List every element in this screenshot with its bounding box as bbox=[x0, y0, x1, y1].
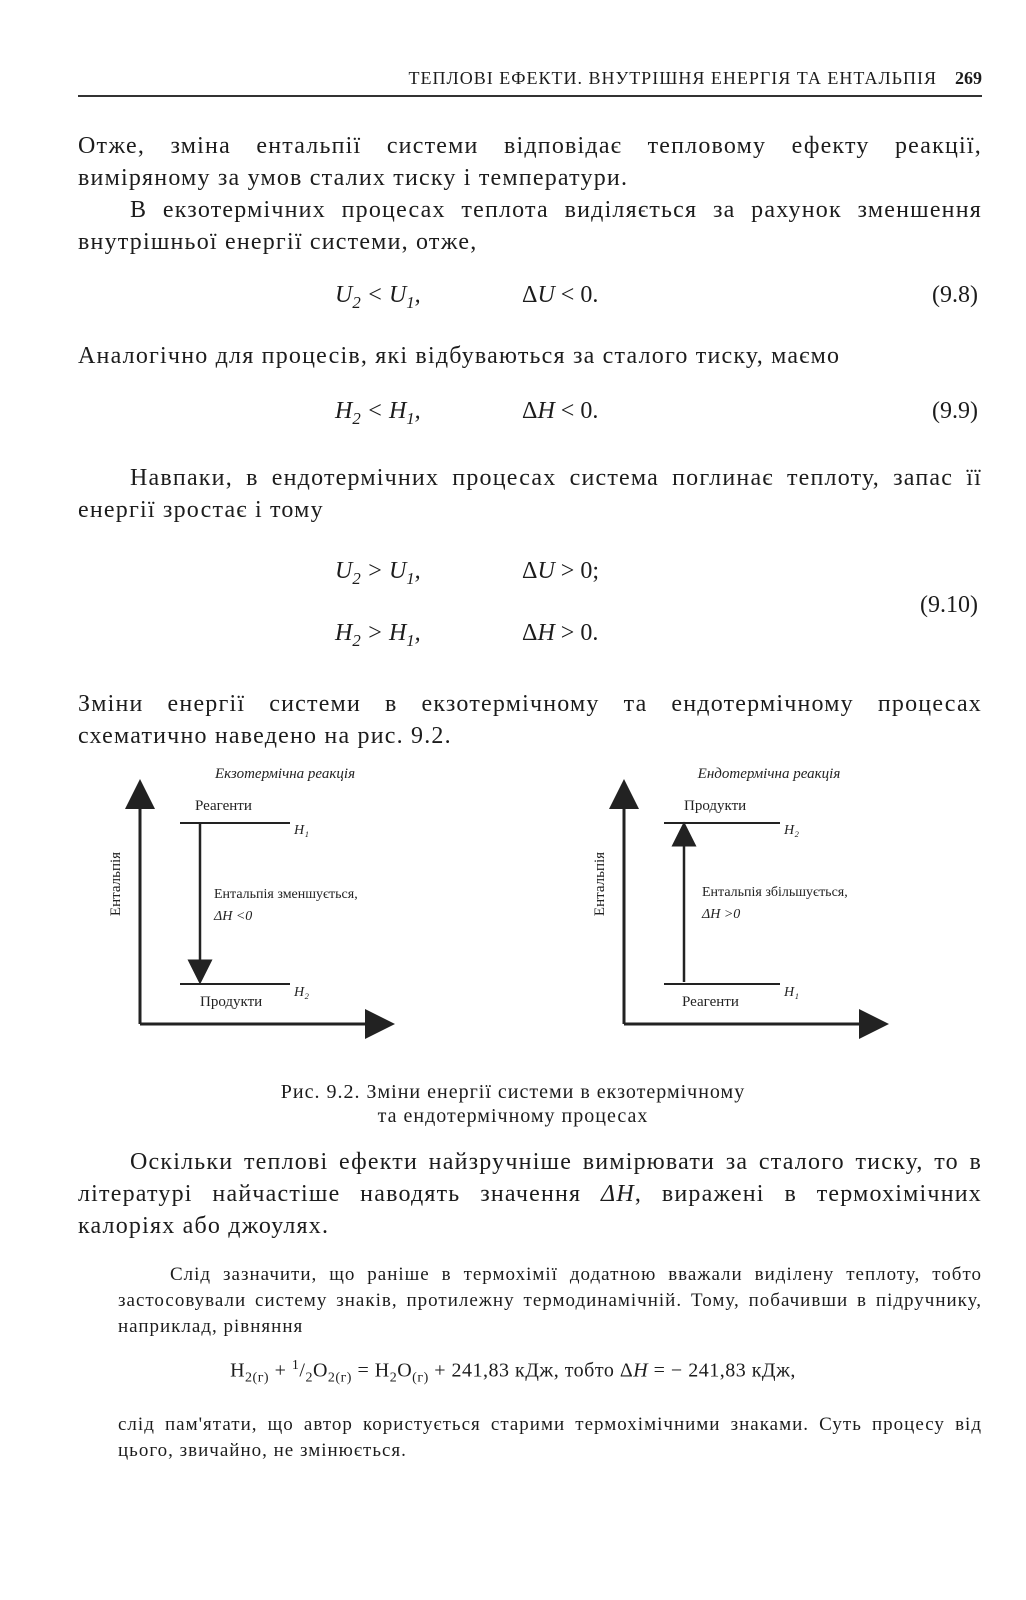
thermochemical-equation: $H_{2(г)} + ^1/_2O_{2(г)} = H_2O_{(г)} + 241,83$ кДж, тобто ΔH = − 241,83 кДж, bbox=[230, 1358, 796, 1386]
eq-9-8-right: ΔU < 0. bbox=[522, 282, 599, 308]
eq-9-8-number: (9.8) bbox=[932, 282, 978, 308]
figure-exothermic bbox=[100, 766, 400, 1056]
eq-9-10-right-2: ΔH > 0. bbox=[522, 620, 599, 646]
eq-9-8-left: $U_2 < U_1$, bbox=[335, 282, 421, 312]
eq-9-10-right-1: ΔU > 0; bbox=[522, 558, 599, 584]
paragraph-6-a: Оскільки теплові ефекти найзручніше вимірювати за сталого тиску, то в літературі найчастіше наводять значення bbox=[78, 1149, 982, 1207]
exo-bottom-symbol: H₂ bbox=[294, 985, 309, 1000]
note-text-1: Слід зазначити, що раніше в термохімії додатною вважали виділену теплоту, тобто застосовували систему знаків, протилежну термодинамічній. Тому, побачивши в підручнику, наприклад, рівняння bbox=[118, 1264, 982, 1337]
endo-note-2: ΔH >0 bbox=[702, 907, 741, 922]
exo-top-symbol: H₁ bbox=[294, 823, 309, 838]
page-number: 269 bbox=[955, 68, 982, 88]
paragraph-6-b: , виражені в термохімічних калоріях або джоулях. bbox=[78, 1181, 982, 1239]
figure-caption-line-2: та ендотермічному процесах bbox=[377, 1105, 649, 1127]
endo-top-symbol: H₂ bbox=[784, 823, 799, 838]
eq-9-10-left-1: $U_2 > U_1$, bbox=[335, 558, 421, 588]
eq-9-9-left: $H_2 < H_1$, bbox=[335, 398, 421, 428]
eq-9-10-left-2: $H_2 > H_1$, bbox=[335, 620, 421, 650]
exo-title: Екзотермічна реакція bbox=[214, 766, 356, 782]
exo-bottom-label: Продукти bbox=[200, 994, 263, 1010]
equation-9-10-line-2 bbox=[0, 620, 1026, 656]
exo-y-label: Ентальпія bbox=[108, 851, 124, 917]
endo-note-1: Ентальпія збільшується, bbox=[702, 885, 848, 900]
equation-9-10-line-1 bbox=[0, 558, 1026, 594]
paragraph-3: Аналогічно для процесів, які відбуваються за сталого тиску, маємо bbox=[78, 343, 841, 369]
endo-y-label: Ентальпія bbox=[592, 851, 608, 917]
endo-top-label: Продукти bbox=[684, 798, 747, 814]
endo-bottom-symbol: H₁ bbox=[784, 985, 799, 1000]
figure-caption-line-1: Рис. 9.2. Зміни енергії системи в екзотермічному bbox=[280, 1081, 746, 1103]
paragraph-5: Зміни енергії системи в екзотермічному та ендотермічному процесах схематично наведено на рис. 9.2. bbox=[78, 691, 982, 749]
paragraph-4: Навпаки, в ендотермічних процесах система поглинає теплоту, запас її енергії зростає і тому bbox=[78, 465, 982, 523]
paragraph-6 bbox=[78, 1146, 982, 1242]
note-text-2: слід пам'ятати, що автор користується старими термохімічними знаками. Суть процесу від цього, звичайно, не змінюється. bbox=[118, 1414, 982, 1461]
paragraph-2: В екзотермічних процесах теплота виділяється за рахунок зменшення внутрішньої енергії системи, отже, bbox=[78, 197, 982, 255]
eq-9-9-number: (9.9) bbox=[932, 398, 978, 424]
paragraph-1: Отже, зміна ентальпії системи відповідає тепловому ефекту реакції, виміряному за умов сталих тиску і температури. bbox=[78, 133, 982, 191]
figure-endothermic bbox=[584, 766, 894, 1056]
paragraph-6-symbol: ΔH bbox=[601, 1181, 635, 1207]
eq-9-9-right: ΔH < 0. bbox=[522, 398, 599, 424]
running-head-title: ТЕПЛОВІ ЕФЕКТИ. ВНУТРІШНЯ ЕНЕРГІЯ ТА ЕНТАЛЬПІЯ bbox=[408, 68, 937, 88]
running-head bbox=[78, 68, 982, 97]
eq-9-10-number: (9.10) bbox=[920, 592, 978, 618]
equation-9-8 bbox=[0, 282, 1026, 318]
endo-bottom-label: Реагенти bbox=[682, 994, 739, 1010]
figure-caption bbox=[0, 1080, 1026, 1128]
exo-top-label: Реагенти bbox=[195, 798, 252, 814]
endo-title: Ендотермічна реакція bbox=[697, 766, 841, 782]
exo-note-2: ΔH <0 bbox=[214, 909, 253, 924]
exo-note-1: Ентальпія зменшується, bbox=[214, 887, 358, 902]
equation-9-9 bbox=[0, 398, 1026, 434]
